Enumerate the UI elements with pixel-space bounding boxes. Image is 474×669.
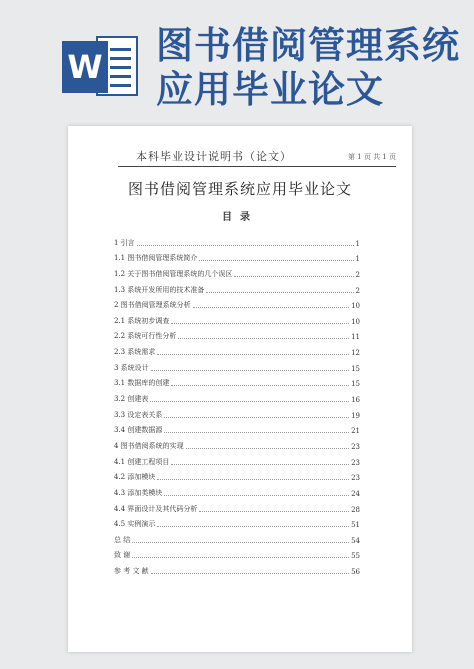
table-of-contents bbox=[114, 232, 360, 576]
toc-leader-dots bbox=[171, 385, 349, 386]
toc-entry-page: 55 bbox=[351, 552, 360, 561]
toc-entry-page: 23 bbox=[351, 458, 360, 467]
toc-entry-page: 11 bbox=[351, 333, 360, 342]
toc-entry-page: 15 bbox=[351, 380, 360, 389]
toc-entry[interactable] bbox=[114, 451, 360, 467]
toc-entry[interactable] bbox=[114, 529, 360, 545]
toc-leader-dots bbox=[157, 354, 349, 355]
toc-entry-label: 3.4 创建数据源 bbox=[114, 426, 163, 435]
toc-entry-label: 4.3 添加类模块 bbox=[114, 488, 163, 497]
toc-leader-dots bbox=[151, 370, 349, 371]
toc-entry-page: 10 bbox=[351, 302, 360, 311]
toc-leader-dots bbox=[132, 557, 349, 558]
toc-entry-label: 3 系统设计 bbox=[114, 363, 149, 372]
toc-entry-page: 23 bbox=[351, 474, 360, 483]
toc-entry-label: 3.2 创建表 bbox=[114, 395, 149, 404]
toc-entry-page: 1 bbox=[355, 239, 360, 248]
word-letter-tile: W bbox=[62, 41, 108, 93]
toc-entry-page: 28 bbox=[351, 505, 360, 514]
toc-entry-page: 21 bbox=[351, 427, 360, 436]
toc-entry-page: 54 bbox=[351, 536, 360, 545]
toc-entry[interactable] bbox=[114, 514, 360, 530]
toc-entry[interactable] bbox=[114, 435, 360, 451]
toc-entry-label: 4.5 实例演示 bbox=[114, 520, 156, 529]
toc-entry[interactable] bbox=[114, 248, 360, 264]
toc-entry-label: 参 考 文 献 bbox=[114, 567, 149, 576]
toc-leader-dots bbox=[132, 542, 349, 543]
toc-entry[interactable] bbox=[114, 498, 360, 514]
toc-entry-page: 16 bbox=[351, 396, 360, 405]
toc-entry-page: 19 bbox=[351, 411, 360, 420]
toc-leader-dots bbox=[157, 479, 349, 480]
toc-entry-page: 15 bbox=[351, 364, 360, 373]
toc-entry-label: 致 谢 bbox=[114, 551, 131, 560]
toc-entry[interactable] bbox=[114, 295, 360, 311]
toc-leader-dots bbox=[171, 323, 349, 324]
toc-leader-dots bbox=[157, 526, 349, 527]
toc-entry-label: 3.3 设定表关系 bbox=[114, 410, 163, 419]
toc-leader-dots bbox=[206, 292, 353, 293]
toc-entry-label: 4 图书借阅系统的实现 bbox=[114, 441, 184, 450]
toc-leader-dots bbox=[151, 573, 349, 574]
banner-title-line-1: 图书借阅管理系统 bbox=[156, 24, 460, 67]
toc-entry[interactable] bbox=[114, 560, 360, 576]
toc-entry[interactable] bbox=[114, 232, 360, 248]
page-header bbox=[118, 148, 396, 167]
toc-entry[interactable] bbox=[114, 420, 360, 436]
toc-entry[interactable] bbox=[114, 279, 360, 295]
toc-entry[interactable] bbox=[114, 326, 360, 342]
toc-entry-label: 1.2 关于图书借阅管理系统的几个误区 bbox=[114, 269, 233, 278]
toc-leader-dots bbox=[164, 417, 349, 418]
toc-entry[interactable] bbox=[114, 373, 360, 389]
toc-leader-dots bbox=[193, 307, 349, 308]
toc-leader-dots bbox=[164, 432, 349, 433]
banner bbox=[0, 0, 474, 112]
toc-entry-page: 10 bbox=[351, 317, 360, 326]
toc-entry-label: 4.1 创建工程项目 bbox=[114, 457, 170, 466]
toc-entry-label: 1.1 图书借阅管理系统简介 bbox=[114, 254, 198, 263]
toc-leader-dots bbox=[150, 401, 349, 402]
toc-entry[interactable] bbox=[114, 341, 360, 357]
toc-entry-label: 2.3 系统需求 bbox=[114, 348, 156, 357]
toc-entry-page: 12 bbox=[351, 349, 360, 358]
header-page-number: 第 1 页 共 1 页 bbox=[347, 153, 396, 161]
toc-entry-page: 2 bbox=[355, 270, 360, 279]
toc-entry-label: 1 引言 bbox=[114, 238, 135, 247]
toc-leader-dots bbox=[199, 260, 353, 261]
toc-entry-label: 4.2 添加模块 bbox=[114, 473, 156, 482]
toc-leader-dots bbox=[171, 464, 349, 465]
toc-entry[interactable] bbox=[114, 545, 360, 561]
banner-title bbox=[156, 24, 466, 112]
word-icon bbox=[62, 33, 140, 99]
banner-title-line-2: 应用毕业论文 bbox=[156, 68, 384, 111]
toc-entry[interactable] bbox=[114, 357, 360, 373]
toc-entry-page: 56 bbox=[351, 568, 360, 577]
document-page bbox=[68, 126, 412, 652]
toc-entry-label: 3.1 数据库的创建 bbox=[114, 379, 170, 388]
toc-entry-label: 1.3 系统开发所用的技术准备 bbox=[114, 285, 205, 294]
toc-leader-dots bbox=[178, 338, 349, 339]
document-title: 图书借阅管理系统应用毕业论文 bbox=[127, 180, 352, 198]
toc-entry-label: 4.4 界面设计及其代码分析 bbox=[114, 504, 198, 513]
toc-entry[interactable] bbox=[114, 310, 360, 326]
toc-leader-dots bbox=[234, 276, 353, 277]
toc-entry-page: 24 bbox=[351, 489, 360, 498]
toc-entry[interactable] bbox=[114, 263, 360, 279]
toc-leader-dots bbox=[199, 511, 349, 512]
toc-entry-label: 总 结 bbox=[114, 535, 131, 544]
header-title: 本科毕业设计说明书（论文） bbox=[136, 150, 292, 163]
toc-entry[interactable] bbox=[114, 388, 360, 404]
toc-entry[interactable] bbox=[114, 404, 360, 420]
toc-leader-dots bbox=[164, 495, 349, 496]
toc-entry-page: 23 bbox=[351, 442, 360, 451]
toc-entry-label: 2.2 系统可行性分析 bbox=[114, 332, 177, 341]
toc-entry[interactable] bbox=[114, 482, 360, 498]
toc-heading: 目录 bbox=[222, 212, 258, 223]
toc-entry-page: 1 bbox=[355, 255, 360, 264]
toc-entry[interactable] bbox=[114, 467, 360, 483]
toc-entry-label: 2 图书借阅管理系统分析 bbox=[114, 301, 191, 310]
toc-leader-dots bbox=[137, 245, 354, 246]
toc-leader-dots bbox=[186, 448, 349, 449]
toc-entry-label: 2.1 系统初步调查 bbox=[114, 316, 170, 325]
toc-entry-page: 2 bbox=[355, 286, 360, 295]
toc-entry-page: 51 bbox=[351, 521, 360, 530]
